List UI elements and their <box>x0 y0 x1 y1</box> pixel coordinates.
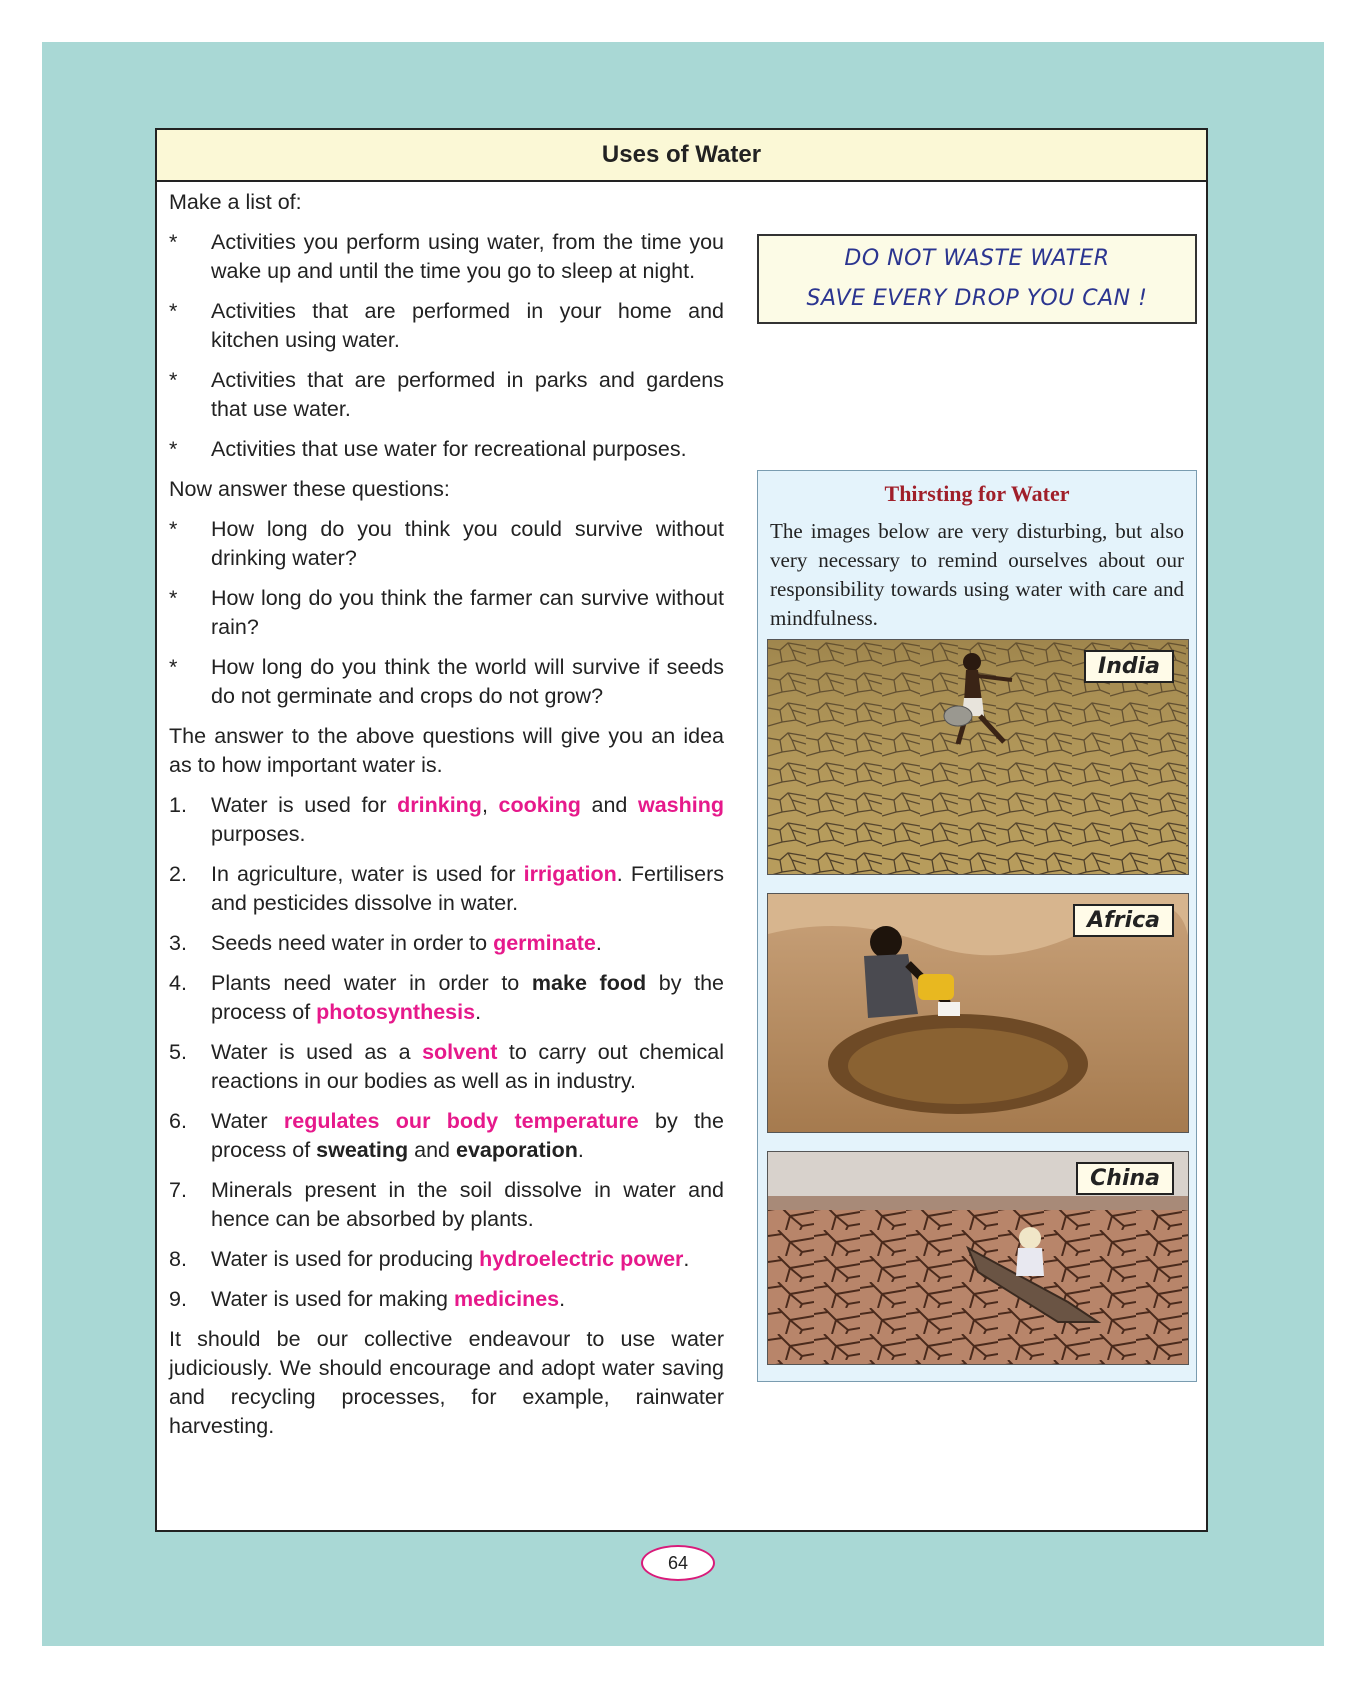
content-box <box>155 128 1208 1532</box>
use-item-5: 5. Water is used as a solvent to carry out chemical reactions in our bodies as well as in industry. <box>169 1040 724 1093</box>
question-item: * How long do you think the farmer can survive without rain? <box>169 584 724 642</box>
thirst-text: The images below are very disturbing, but also very necessary to remind ourselves about our responsibility towards using water with care and mindfulness. <box>770 519 1184 630</box>
bullet-marker: * <box>169 299 178 323</box>
use-item-6: 6. Water regulates our body temperature by the process of sweating and evaporation. <box>169 1109 724 1162</box>
use-item-2: 2. In agriculture, water is used for irrigation. Fertilisers and pesticides dissolve in water. <box>169 862 724 915</box>
list-item: * Activities you perform using water, from the time you wake up and until the time you go to sleep at night. <box>169 228 724 286</box>
questions-intro: Now answer these questions: <box>169 477 450 501</box>
main-text-column <box>169 188 724 1452</box>
bullet-marker: * <box>169 437 178 461</box>
save-water-banner <box>757 234 1197 324</box>
list-item: * Activities that use water for recreational purposes. <box>169 435 724 464</box>
photo-africa <box>767 893 1189 1133</box>
closing-paragraph: It should be our collective endeavour to use water judiciously. We should encourage and adopt water saving and recycling processes, for example, rainwater harvesting. <box>169 1327 724 1438</box>
bullet-marker: * <box>169 368 178 392</box>
use-item-1: 1. Water is used for drinking, cooking and washing purposes. <box>169 793 724 846</box>
intro-text: Make a list of: <box>169 190 302 214</box>
list-item: * Activities that are performed in your home and kitchen using water. <box>169 297 724 355</box>
list-item: * Activities that are performed in parks and gardens that use water. <box>169 366 724 424</box>
banner-line-2: SAVE EVERY DROP YOU CAN ! <box>806 286 1148 311</box>
photo-label-china: China <box>1076 1162 1174 1195</box>
bullet-marker: * <box>169 517 178 541</box>
use-item-9: 9. Water is used for making medicines. <box>169 1287 566 1311</box>
page-number: 64 <box>641 1545 715 1581</box>
use-item-3: 3. Seeds need water in order to germinate. <box>169 931 602 955</box>
banner-line-1: DO NOT WASTE WATER <box>844 246 1110 271</box>
photo-label-africa: Africa <box>1073 904 1174 937</box>
use-item-8: 8. Water is used for producing hydroelectric power. <box>169 1247 690 1271</box>
page-title: Uses of Water <box>157 130 1206 182</box>
use-item-4: 4. Plants need water in order to make food by the process of photosynthesis. <box>169 971 724 1024</box>
thirsting-for-water-box <box>757 470 1197 1382</box>
photo-india <box>767 639 1189 875</box>
bullet-marker: * <box>169 586 178 610</box>
bullet-marker: * <box>169 230 178 254</box>
thirst-title: Thirsting for Water <box>884 481 1070 506</box>
question-item: * How long do you think the world will survive if seeds do not germinate and crops do not grow? <box>169 653 724 711</box>
answer-paragraph: The answer to the above questions will give you an idea as to how important water is. <box>169 724 724 777</box>
use-item-7: 7. Minerals present in the soil dissolve in water and hence can be absorbed by plants. <box>169 1178 724 1231</box>
photo-label-india: India <box>1084 650 1174 683</box>
photo-china <box>767 1151 1189 1365</box>
bullet-marker: * <box>169 655 178 679</box>
question-item: * How long do you think you could survive without drinking water? <box>169 515 724 573</box>
